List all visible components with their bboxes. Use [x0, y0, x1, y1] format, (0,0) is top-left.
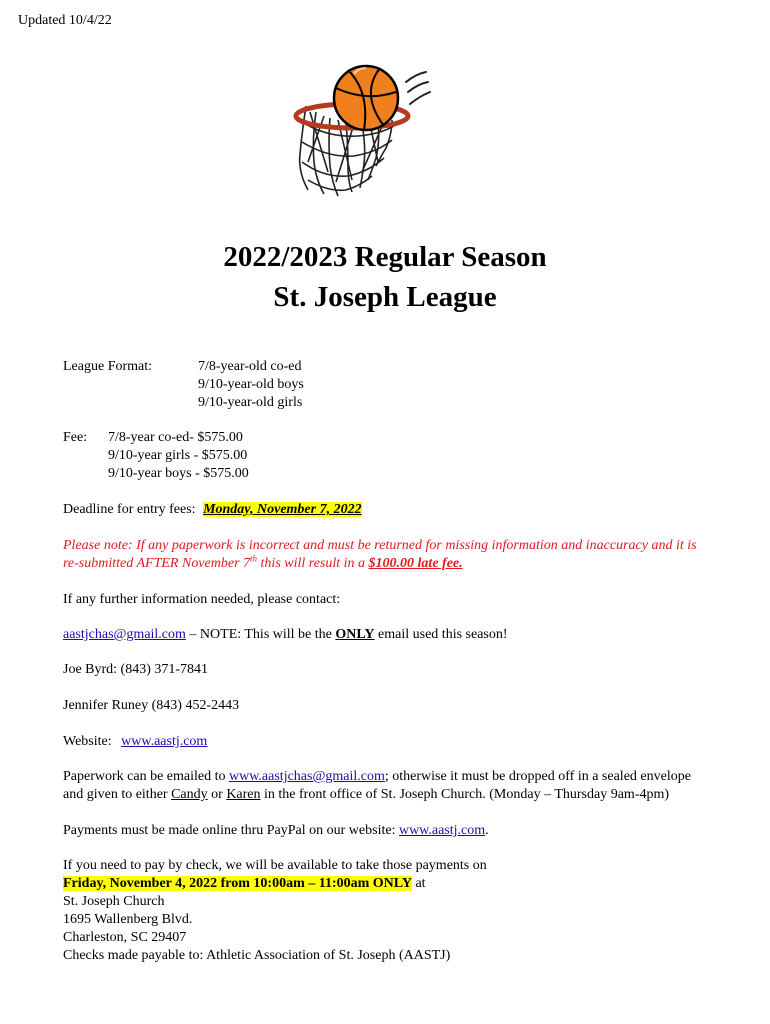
name-candy: Candy — [171, 787, 208, 802]
address-line: Charleston, SC 29407 — [63, 930, 187, 945]
contact-joe: Joe Byrd: (843) 371-7841 — [63, 662, 209, 677]
paperwork-line1: Paperwork can be emailed to www.aastjchas@gmail.com; otherwise it must be dropped off in a sealed envelope — [63, 769, 691, 784]
fee-label: Fee: — [63, 430, 88, 445]
title-line2: St. Joseph League — [273, 281, 497, 313]
check-payable: Checks made payable to: Athletic Association of St. Joseph (AASTJ) — [63, 948, 451, 963]
check-intro: If you need to pay by check, we will be available to take those payments on — [63, 858, 487, 873]
fee-item: 9/10-year boys - $575.00 — [108, 466, 249, 481]
email-line: aastjchas@gmail.com – NOTE: This will be the ONLY email used this season! — [63, 627, 508, 642]
name-karen: Karen — [226, 787, 261, 802]
contact-intro: If any further information needed, please contact: — [63, 592, 341, 607]
format-item: 9/10-year-old girls — [198, 395, 303, 410]
updated-date: Updated 10/4/22 — [18, 13, 112, 28]
deadline-date: Monday, November 7, 2022 — [203, 502, 362, 517]
address-line: St. Joseph Church — [63, 894, 165, 909]
fee-item: 7/8-year co-ed- $575.00 — [108, 430, 243, 445]
format-label: League Format: — [63, 359, 153, 374]
contact-jennifer: Jennifer Runey (843) 452-2443 — [63, 698, 240, 713]
format-item: 9/10-year-old boys — [198, 377, 304, 392]
fee-item: 9/10-year girls - $575.00 — [108, 448, 248, 463]
website-line — [63, 733, 207, 751]
check-when: Friday, November 4, 2022 from 10:00am – 11:00am ONLY — [63, 876, 412, 891]
deadline — [63, 501, 362, 519]
website-label: Website: — [63, 734, 112, 749]
payments-line: Payments must be made online thru PayPal on our website: www.aastj.com. — [63, 823, 489, 838]
deadline-label: Deadline for entry fees: — [63, 502, 196, 517]
paperwork-email-link[interactable]: www.aastjchas@gmail.com — [229, 769, 385, 784]
late-fee: $100.00 late fee. — [368, 556, 463, 571]
basketball-hoop-logo — [288, 62, 432, 202]
note-line1: Please note: If any paperwork is incorrect and must be returned for missing information and inaccuracy and it is — [63, 538, 697, 553]
paperwork-line2: and given to either Candy or Karen in the front office of St. Joseph Church. (Monday – Thursday 9am-4pm) — [63, 787, 670, 802]
website-link[interactable]: www.aastj.com — [121, 734, 208, 749]
title-line1: 2022/2023 Regular Season — [223, 241, 547, 273]
only-emphasis: ONLY — [335, 627, 375, 642]
format-item: 7/8-year-old co-ed — [198, 359, 302, 374]
email-link[interactable]: aastjchas@gmail.com — [63, 627, 186, 642]
address-line: 1695 Wallenberg Blvd. — [63, 912, 193, 927]
note-line2: re-submitted AFTER November 7th this will result in a $100.00 late fee. — [63, 553, 463, 571]
check-when-line: Friday, November 4, 2022 from 10:00am – 11:00am ONLY at — [63, 876, 426, 891]
payments-link[interactable]: www.aastj.com — [398, 823, 486, 838]
